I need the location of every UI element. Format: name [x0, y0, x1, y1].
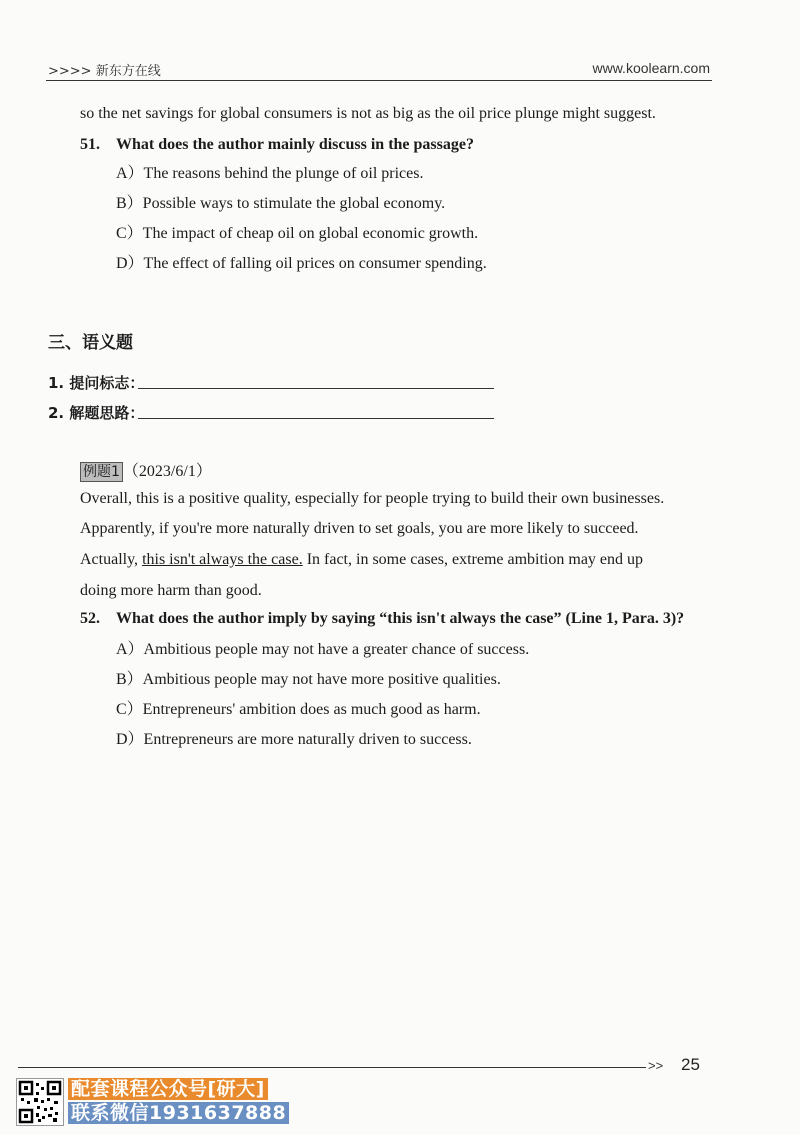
q51-option-b: B）Possible ways to stimulate the global economy.: [116, 195, 446, 212]
question-51-stem: [80, 135, 474, 155]
fill-item-2-label: 2. 解题思路：: [48, 404, 145, 422]
example-line-3-pre: Actually,: [80, 551, 143, 568]
header-site-url: www.koolearn.com: [592, 60, 710, 76]
question-52-stem: [80, 609, 684, 629]
page-arrows: >>: [648, 1058, 664, 1073]
q52-option-d: D）Entrepreneurs are more naturally driven to success.: [116, 731, 472, 748]
example-date: （2023/6/1）: [122, 463, 212, 480]
q51-option-c: C）The impact of cheap oil on global economic growth.: [116, 225, 479, 242]
question-text: What does the author imply by saying “this isn't always the case” (Line 1, Para. 3)?: [116, 610, 685, 627]
page-number: 25: [681, 1055, 700, 1074]
underlined-phrase: this isn't always the case.: [142, 551, 303, 568]
question-number: 52.: [80, 610, 100, 627]
example-line-2: Apparently, if you're more naturally driven to set goals, you are more likely to succeed.: [80, 520, 639, 537]
question-number: 51.: [80, 136, 100, 153]
example-heading: [80, 462, 212, 482]
qr-code-icon: [16, 1078, 64, 1126]
example-line-1: Overall, this is a positive quality, especially for people trying to build their own businesses.: [80, 490, 665, 507]
passage-tail: so the net savings for global consumers is not as big as the oil price plunge might suggest.: [80, 105, 656, 122]
footer-divider: [18, 1067, 646, 1068]
example-line-4: doing more harm than good.: [80, 582, 262, 599]
q52-option-c: C）Entrepreneurs' ambition does as much good as harm.: [116, 701, 481, 718]
q52-option-a: A）Ambitious people may not have a greater chance of success.: [116, 641, 530, 658]
q51-option-d: D）The effect of falling oil prices on consumer spending.: [116, 255, 487, 272]
example-line-3: [80, 550, 643, 570]
fill-item-1-blank: [138, 388, 494, 389]
header-divider: [46, 80, 712, 81]
promo-banner-line-2: 联系微信1931637888: [68, 1102, 289, 1124]
q52-option-b: B）Ambitious people may not have more positive qualities.: [116, 671, 501, 688]
section-title: 三、语义题: [48, 333, 133, 353]
promo-banner-line-1: 配套课程公众号[研大]: [68, 1078, 268, 1100]
example-tag: 例题1: [80, 462, 123, 482]
question-text: What does the author mainly discuss in the passage?: [116, 136, 474, 153]
q51-option-a: A）The reasons behind the plunge of oil prices.: [116, 165, 424, 182]
header-brand: >>>> 新东方在线: [48, 64, 161, 79]
example-line-3-post: In fact, in some cases, extreme ambition may end up: [302, 551, 644, 568]
fill-item-1-label: 1. 提问标志：: [48, 374, 145, 392]
fill-item-2-blank: [138, 418, 494, 419]
